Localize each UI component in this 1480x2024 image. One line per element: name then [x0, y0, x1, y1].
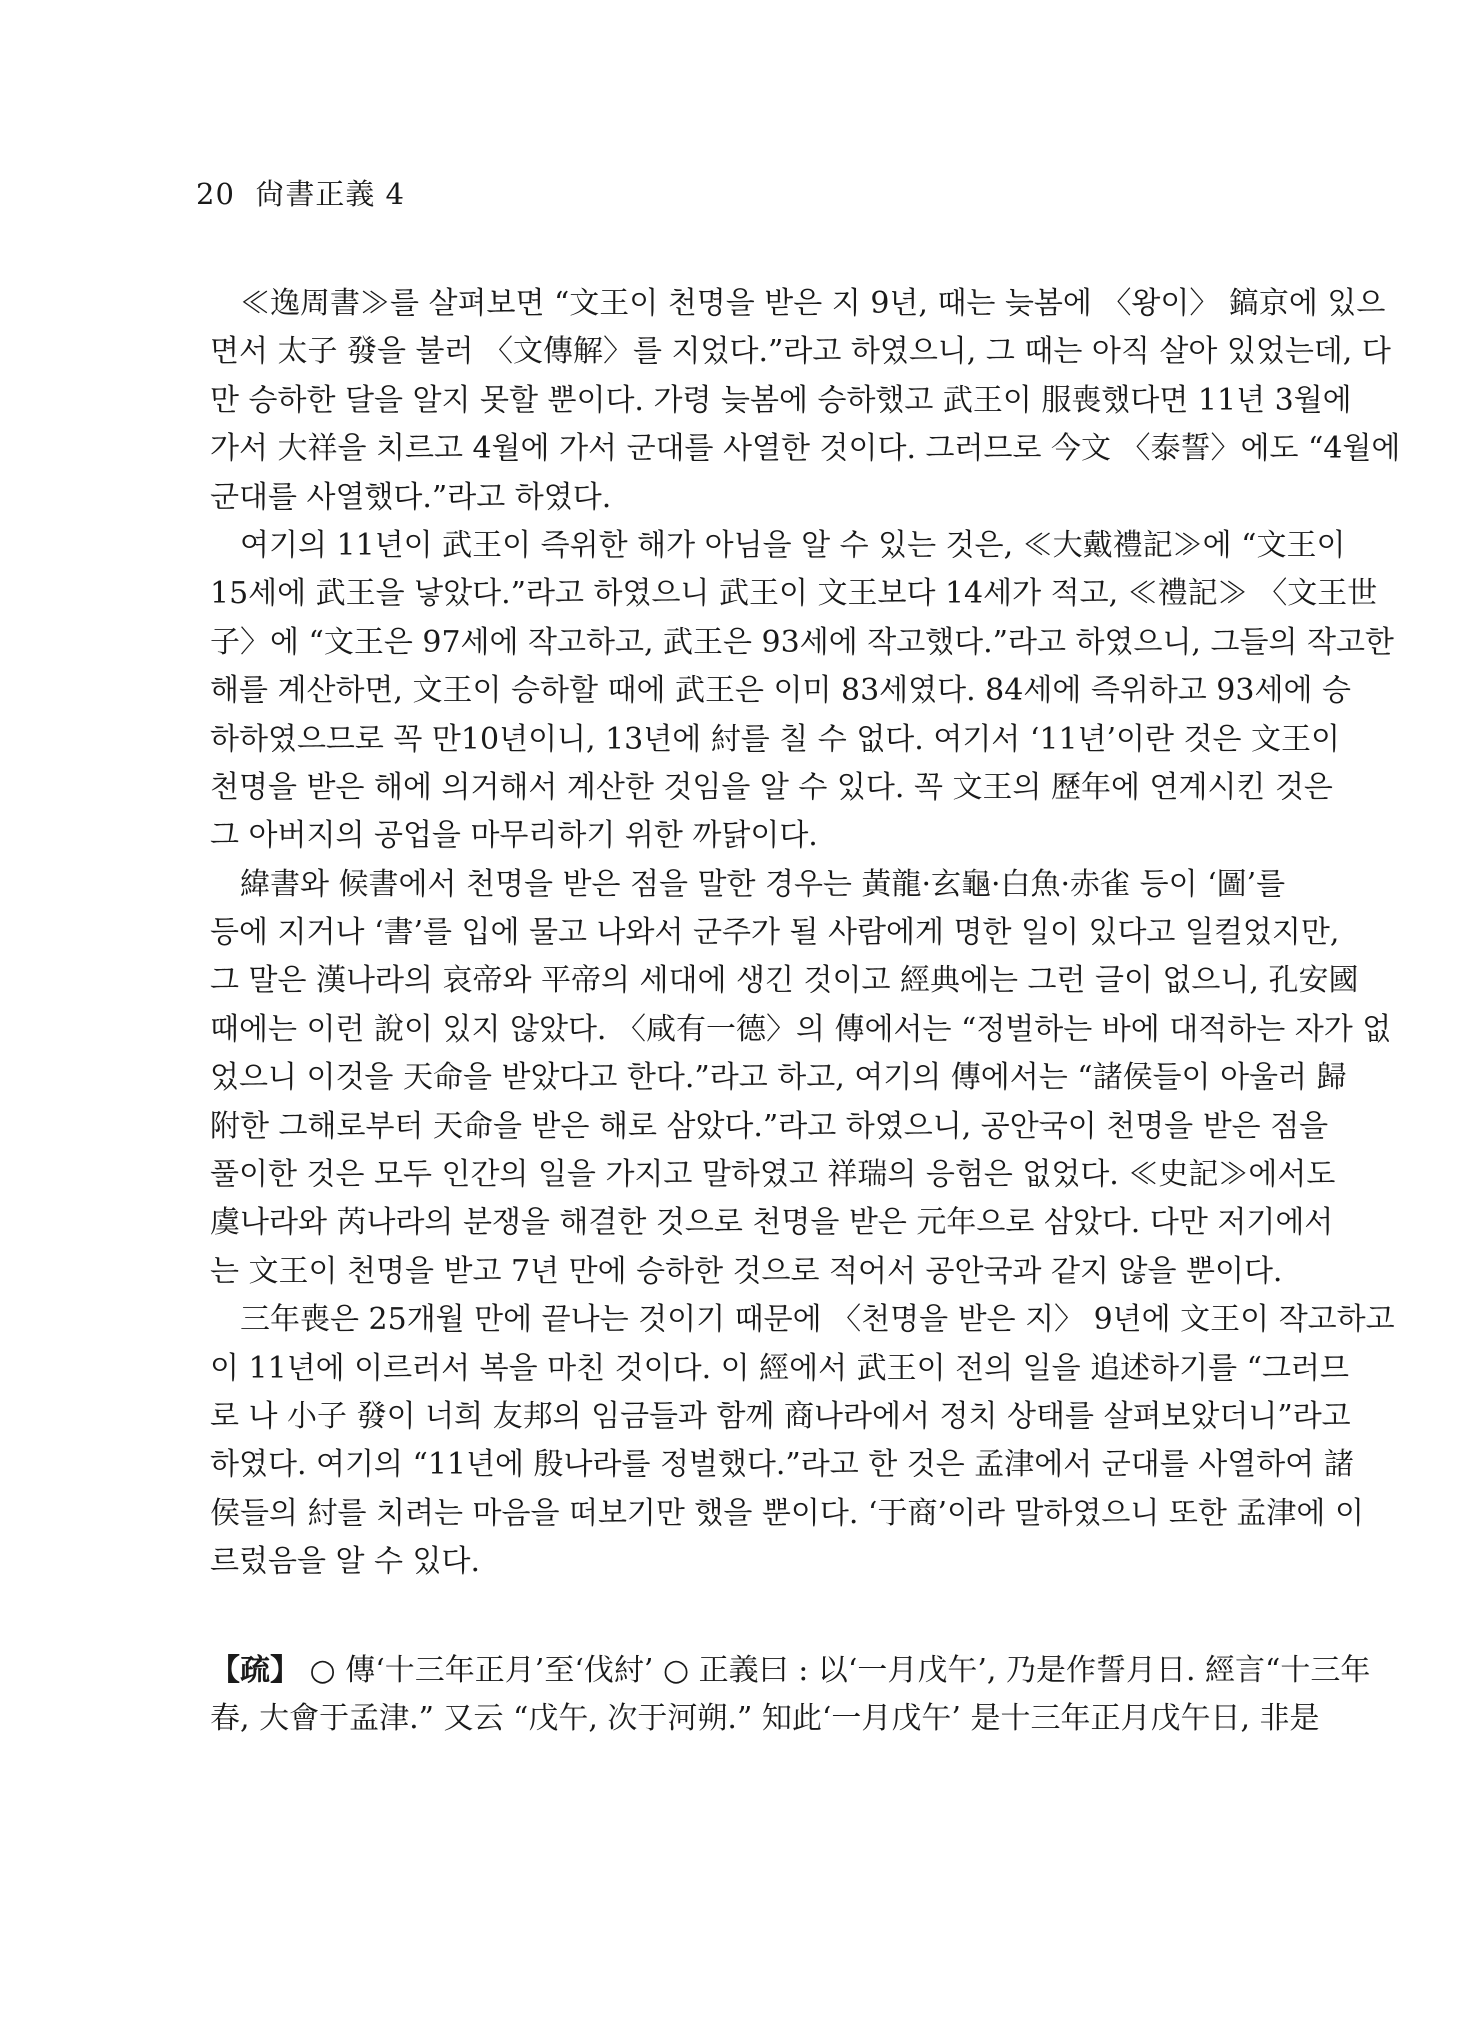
text-line: 천명을 받은 해에 의거해서 계산한 것임을 알 수 있다. 꼭 文王의 歷年에 연계시킨 것은 [210, 769, 1333, 805]
paragraph [210, 522, 1394, 861]
text-line: 르렀음을 알 수 있다. [210, 1544, 480, 1580]
paragraph [210, 861, 1392, 1297]
text-line: 하하였으므로 꼭 만10년이니, 13년에 紂를 칠 수 없다. 여기서 ‘11년’이란 것은 文王이 [210, 721, 1341, 757]
book-title: 尙書正義 4 [255, 177, 406, 211]
page-body [210, 280, 1401, 1743]
text-line: 면서 太子 發을 불러 〈文傳解〉를 지었다.”라고 하였으니, 그 때는 아직 살아 있었는데, 다 [210, 334, 1391, 370]
text-line: 었으니 이것을 天命을 받았다고 한다.”라고 하고, 여기의 傳에서는 “諸侯들이 아울러 歸 [210, 1060, 1347, 1096]
text-line: 三年喪은 25개월 만에 끝나는 것이기 때문에 〈천명을 받은 지〉 9년에 文王이 작고하고 [240, 1302, 1395, 1338]
commentary-line: 春, 大會于孟津.” 又云 “戊午, 次于河朔.” 知此‘一月戊午’ 是十三年正月戊午日, 非是 [210, 1700, 1320, 1736]
text-line: 虞나라와 芮나라의 분쟁을 해결한 것으로 천명을 받은 元年으로 삼았다. 다만 저기에서 [210, 1205, 1334, 1241]
page-number: 20 [196, 177, 235, 211]
paragraph [210, 1296, 1395, 1586]
text-line: 해를 계산하면, 文王이 승하할 때에 武王은 이미 83세였다. 84세에 즉위하고 93세에 승 [210, 673, 1351, 709]
text-line: 는 文王이 천명을 받고 7년 만에 승하한 것으로 적어서 공안국과 같지 않을 뿐이다. [210, 1253, 1283, 1289]
text-line: 때에는 이런 說이 있지 않았다. 〈咸有一德〉의 傳에서는 “정벌하는 바에 대적하는 자가 없 [210, 1011, 1392, 1047]
text-line: 여기의 11년이 武王이 즉위한 해가 아님을 알 수 있는 것은, ≪大戴禮記≫에 “文王이 [240, 527, 1346, 563]
text-line: ≪逸周書≫를 살펴보면 “文王이 천명을 받은 지 9년, 때는 늦봄에 〈왕이〉 鎬京에 있으 [240, 286, 1386, 321]
commentary-label: 【疏】 [210, 1652, 300, 1688]
text-line: 만 승하한 달을 알지 못할 뿐이다. 가령 늦봄에 승하했고 武王이 服喪했다면 11년 3월에 [210, 382, 1352, 418]
text-line: 附한 그해로부터 天命을 받은 해로 삼았다.”라고 하였으니, 공안국이 천명을 받은 점을 [210, 1108, 1329, 1144]
text-line: 하였다. 여기의 “11년에 殷나라를 정벌했다.”라고 한 것은 孟津에서 군대를 사열하여 諸 [210, 1447, 1354, 1483]
text-line: 侯들의 紂를 치려는 마음을 떠보기만 했을 뿐이다. ‘于商’이라 말하였으니 또한 孟津에 이 [210, 1495, 1364, 1531]
text-line: 등에 지거나 ‘書’를 입에 물고 나와서 군주가 될 사람에게 명한 일이 있다고 일컬었지만, [210, 915, 1340, 951]
text-line: 子〉에 “文王은 97세에 작고하고, 武王은 93세에 작고했다.”라고 하였으니, 그들의 작고한 [210, 624, 1394, 660]
text-line: 그 아버지의 공업을 마무리하기 위한 까닭이다. [210, 818, 818, 854]
paragraph [210, 280, 1401, 522]
text-line: 그 말은 漢나라의 哀帝와 平帝의 세대에 생긴 것이고 經典에는 그런 글이 없으니, 孔安國 [210, 963, 1359, 999]
section-gap [210, 1587, 1275, 1647]
commentary-text: ○ 傳‘十三年正月’至‘伐紂’ ○ 正義曰 : 以‘一月戊午’, 乃是作誓月日. 經言“十三年 [309, 1652, 1371, 1688]
text-line: 緯書와 候書에서 천명을 받은 점을 말한 경우는 黃龍·玄龜·白魚·赤雀 등이 ‘圖’를 [240, 866, 1286, 902]
commentary-block [210, 1647, 1371, 1744]
paragraphs [210, 280, 1401, 1587]
text-line: 군대를 사열했다.”라고 하였다. [210, 479, 612, 515]
text-line: 15세에 武王을 낳았다.”라고 하였으니 武王이 文王보다 14세가 적고, ≪禮記≫ 〈文王世 [210, 576, 1378, 612]
text-line: 로 나 小子 發이 너희 友邦의 임금들과 함께 商나라에서 정치 상태를 살펴보았더니”라고 [210, 1398, 1351, 1434]
page-header [196, 172, 405, 213]
text-line: 이 11년에 이르러서 복을 마친 것이다. 이 經에서 武王이 전의 일을 追述하기를 “그러므 [210, 1350, 1349, 1386]
text-line: 가서 大祥을 치르고 4월에 가서 군대를 사열한 것이다. 그러므로 今文 〈泰誓〉에도 “4월에 [210, 431, 1401, 467]
text-line: 풀이한 것은 모두 인간의 일을 가지고 말하였고 祥瑞의 응험은 없었다. ≪史記≫에서도 [210, 1157, 1336, 1193]
commentary-line [210, 1647, 1371, 1695]
